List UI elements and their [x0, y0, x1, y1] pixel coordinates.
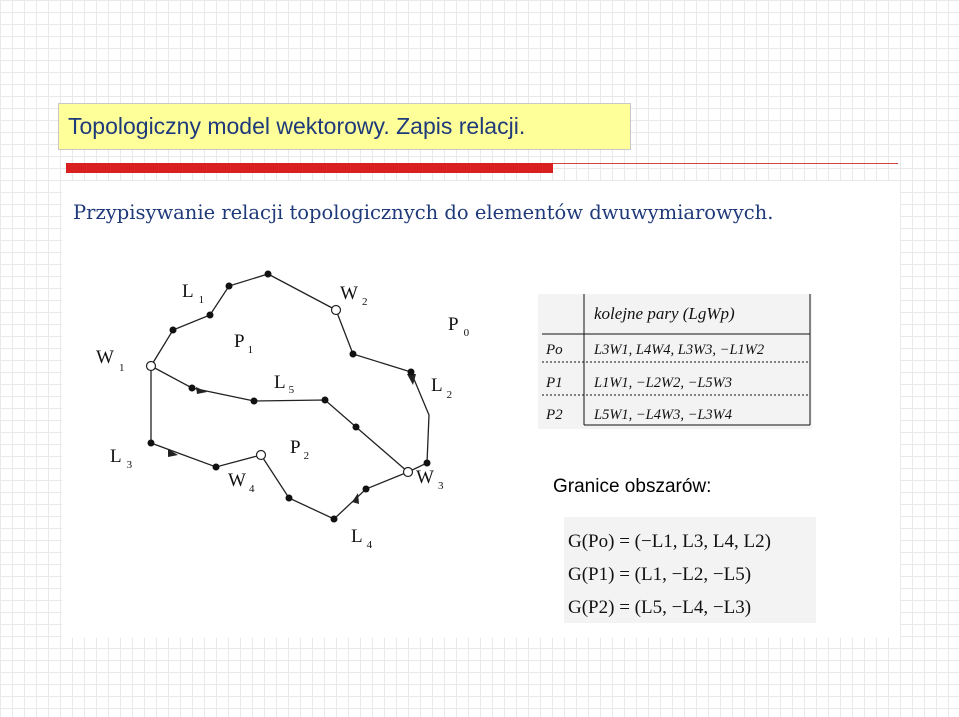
- vertex: [331, 516, 338, 523]
- pairs-row-area: P1: [546, 375, 563, 391]
- arrow-L4: [352, 493, 359, 504]
- edge-W4-W3: [261, 455, 408, 519]
- slide-subtitle: Przypisywanie relacji topologicznych do elementów dwuwymiarowych.: [73, 201, 774, 224]
- label-W4: W $_4$: [228, 470, 255, 495]
- edge-L3: [151, 366, 261, 467]
- vertex: [350, 351, 357, 358]
- title-underline-bar: [66, 163, 553, 173]
- vertex: [265, 271, 272, 278]
- pairs-table: [538, 294, 812, 429]
- pairs-row-value: L5W1, −L4W3, −L3W4: [594, 407, 732, 423]
- label-W1: W $_1$: [96, 347, 125, 374]
- edge-L2: [336, 310, 429, 472]
- label-P0: P $_0$: [448, 314, 470, 339]
- label-L3: L $_3$: [110, 446, 133, 471]
- vertex: [322, 397, 329, 404]
- vertex: [189, 385, 196, 392]
- title-underline-line: [553, 163, 898, 164]
- pairs-row-value: L1W1, −L2W2, −L5W3: [594, 375, 732, 391]
- label-W3: W $_3$: [416, 467, 444, 492]
- vertex: [251, 398, 258, 405]
- formula-line: G(Po) = (−L1, L3, L4, L2): [568, 531, 771, 552]
- node-W1: [147, 362, 156, 371]
- vertex: [286, 495, 293, 502]
- vertex: [170, 327, 177, 334]
- vertex: [207, 312, 214, 319]
- topology-diagram: [96, 261, 508, 561]
- boundaries-label: Granice obszarów:: [553, 476, 712, 497]
- pairs-row-area: Po: [546, 342, 563, 358]
- vertex: [148, 440, 155, 447]
- formula-line: G(P2) = (L5, −L4, −L3): [568, 597, 752, 618]
- label-L1: L $_1$: [182, 281, 205, 306]
- pairs-row-area: P2: [546, 407, 563, 423]
- vertex: [353, 424, 360, 431]
- label-P2: P $_2$: [290, 437, 310, 462]
- vertex: [213, 464, 220, 471]
- label-L4: L $_4$: [351, 526, 373, 551]
- vertex: [424, 460, 431, 467]
- node-W3: [404, 468, 413, 477]
- pairs-row-value: L3W1, L4W4, L3W3, −L1W2: [594, 342, 765, 358]
- node-W2: [332, 306, 341, 315]
- label-W2: W $_2$: [340, 283, 368, 308]
- label-P1: P $_1$: [234, 331, 254, 356]
- vertex: [226, 283, 233, 290]
- formula-line: G(P1) = (L1, −L2, −L5): [568, 564, 752, 585]
- label-L2: L $_2$: [431, 375, 453, 401]
- edge-L1: [151, 274, 336, 366]
- slide-title-box: [58, 103, 631, 150]
- pairs-header: kolejne pary (LgWp): [594, 304, 735, 323]
- slide-title: Topologiczny model wektorowy. Zapis relacji.: [68, 113, 526, 139]
- label-L5: L $_5$: [274, 372, 295, 396]
- vertex: [363, 486, 370, 493]
- slide-content: [62, 181, 900, 638]
- node-W4: [257, 451, 266, 460]
- boundary-formulas: [564, 517, 816, 623]
- vertex: [408, 369, 415, 376]
